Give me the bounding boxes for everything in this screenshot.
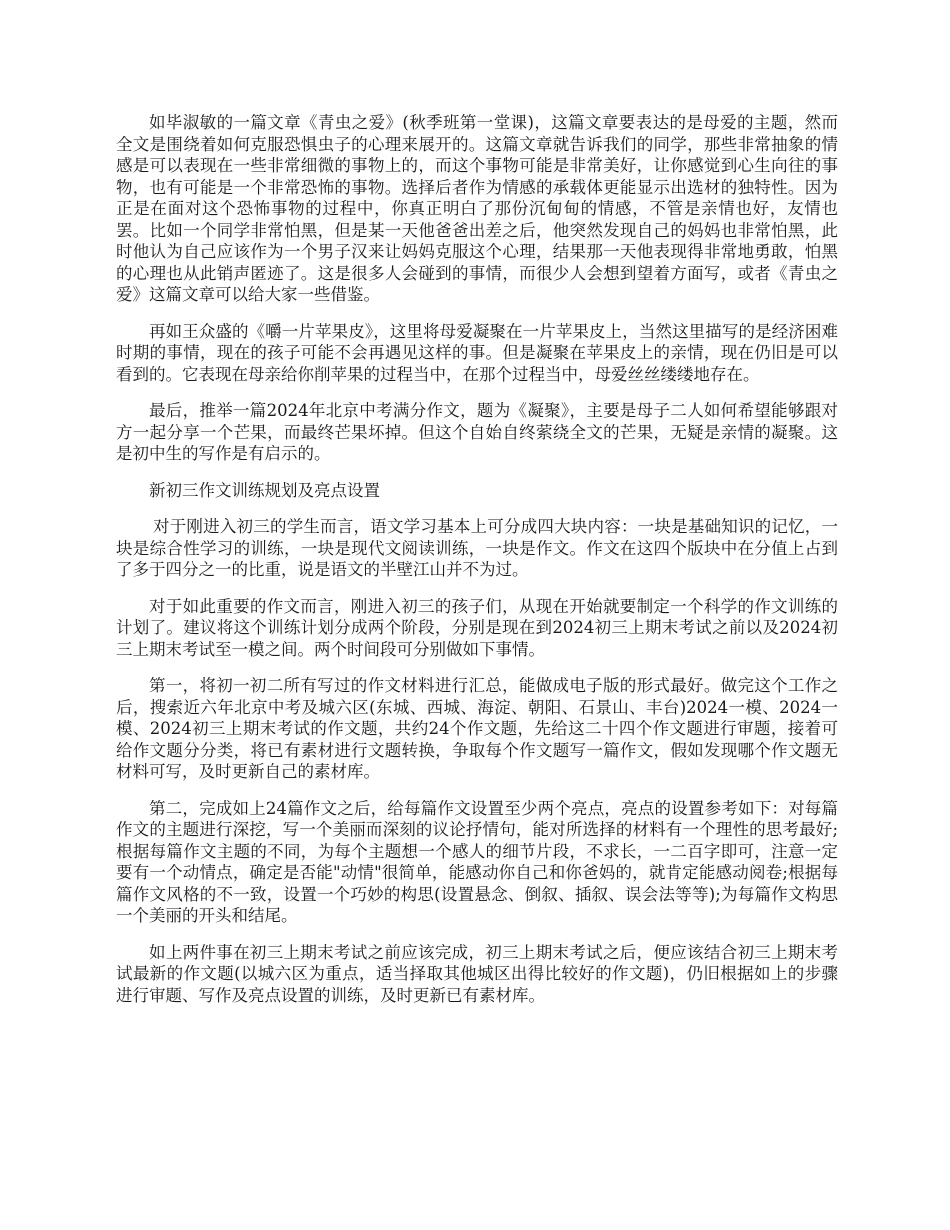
paragraph-four-blocks: 对于刚进入初三的学生而言，语文学习基本上可分成四大块内容：一块是基础知识的记忆，一块是综合性学习的训练，一块是现代文阅读训练，一块是作文。作文在这四个版块中在分值上占到了多于四分之一的比重，说是语文的半壁江山并不为过。 [116,517,838,579]
paragraph-ningju: 最后，推举一篇2024年北京中考满分作文，题为《凝聚》，主要是母子二人如何希望能够跟对方一起分享一个芒果，而最终芒果坏掉。但这个自始自终萦绕全文的芒果，无疑是亲情的凝聚。这是初中生的写作是有启示的。 [116,401,838,463]
paragraph-step-two: 第二，完成如上24篇作文之后，给每篇作文设置至少两个亮点，亮点的设置参考如下：对每篇作文的主题进行深挖，写一个美丽而深刻的议论抒情句，能对所选择的材料有一个理性的思考最好;根据每篇作文主题的不同，为每个主题想一个感人的细节片段，不求长，一二百字即可，注意一定要有一个动情点，确定是否能"动情"很简单，能感动你自己和你爸妈的，就肯定能感动阅卷;根据每篇作文风格的不一致，设置一个巧妙的构思(设置悬念、倒叙、插叙、误会法等等);为每篇作文构思一个美丽的开头和结尾。 [116,798,838,925]
paragraph-pingguopi: 再如王众盛的《嚼一片苹果皮》，这里将母爱凝聚在一片苹果皮上，当然这里描写的是经济困难时期的事情，现在的孩子可能不会再遇见这样的事。但是凝聚在苹果皮上的亲情，现在仍旧是可以看到的。它表现在母亲给你削苹果的过程当中，在那个过程当中，母爱丝丝缕缕地存在。 [116,321,838,384]
document-body [116,112,838,1021]
paragraph-step-one: 第一，将初一初二所有写过的作文材料进行汇总，能做成电子版的形式最好。做完这个工作之后，搜索近六年北京中考及城六区(东城、西城、海淀、朝阳、石景山、丰台)2024一模、2024一模、2024初三上期末考试的作文题，共约24个作文题，先给这二十四个作文题进行审题，接着可给作文题分分类，将已有素材进行文题转换，争取每个作文题写一篇作文，假如发现哪个作文题无材料可写，及时更新自己的素材库。 [116,676,838,781]
paragraph-training-plan: 对于如此重要的作文而言，刚进入初三的孩子们，从现在开始就要制定一个科学的作文训练的计划了。建议将这个训练计划分成两个阶段，分别是现在到2024初三上期末考试之前以及2024初三上期末考试至一模之间。两个时间段可分别做如下事情。 [116,596,838,659]
paragraph-qingchong: 如毕淑敏的一篇文章《青虫之爱》(秋季班第一堂课)，这篇文章要表达的是母爱的主题，然而全文是围绕着如何克服恐惧虫子的心理来展开的。这篇文章就告诉我们的同学，那些非常抽象的情感是可以表现在一些非常细微的事物上的，而这个事物可能是非常美好，让你感觉到心生向往的事物，也有可能是一个非常恐怖的事物。选择后者作为情感的承载体更能显示出选材的独特性。因为正是在面对这个恐怖事物的过程中，你真正明白了那份沉甸甸的情感，不管是亲情也好，友情也罢。比如一个同学非常怕黑，但是某一天他爸爸出差之后，他突然发现自己的妈妈也非常怕黑，此时他认为自己应该作为一个男子汉来让妈妈克服这个心理，结果那一天他表现得非常地勇敢，怕黑的心理也从此销声匿迹了。这是很多人会碰到的事情，而很少人会想到望着方面写，或者《青虫之爱》这篇文章可以给大家一些借鉴。 [116,113,838,304]
section-heading: 新初三作文训练规划及亮点设置 [149,480,380,500]
paragraph-after-exam: 如上两件事在初三上期末考试之前应该完成，初三上期末考试之后，便应该结合初三上期末考试最新的作文题(以城六区为重点，适当择取其他城区出得比较好的作文题)，仍旧根据如上的步骤进行审题、写作及亮点设置的训练，及时更新已有素材库。 [116,942,838,1005]
